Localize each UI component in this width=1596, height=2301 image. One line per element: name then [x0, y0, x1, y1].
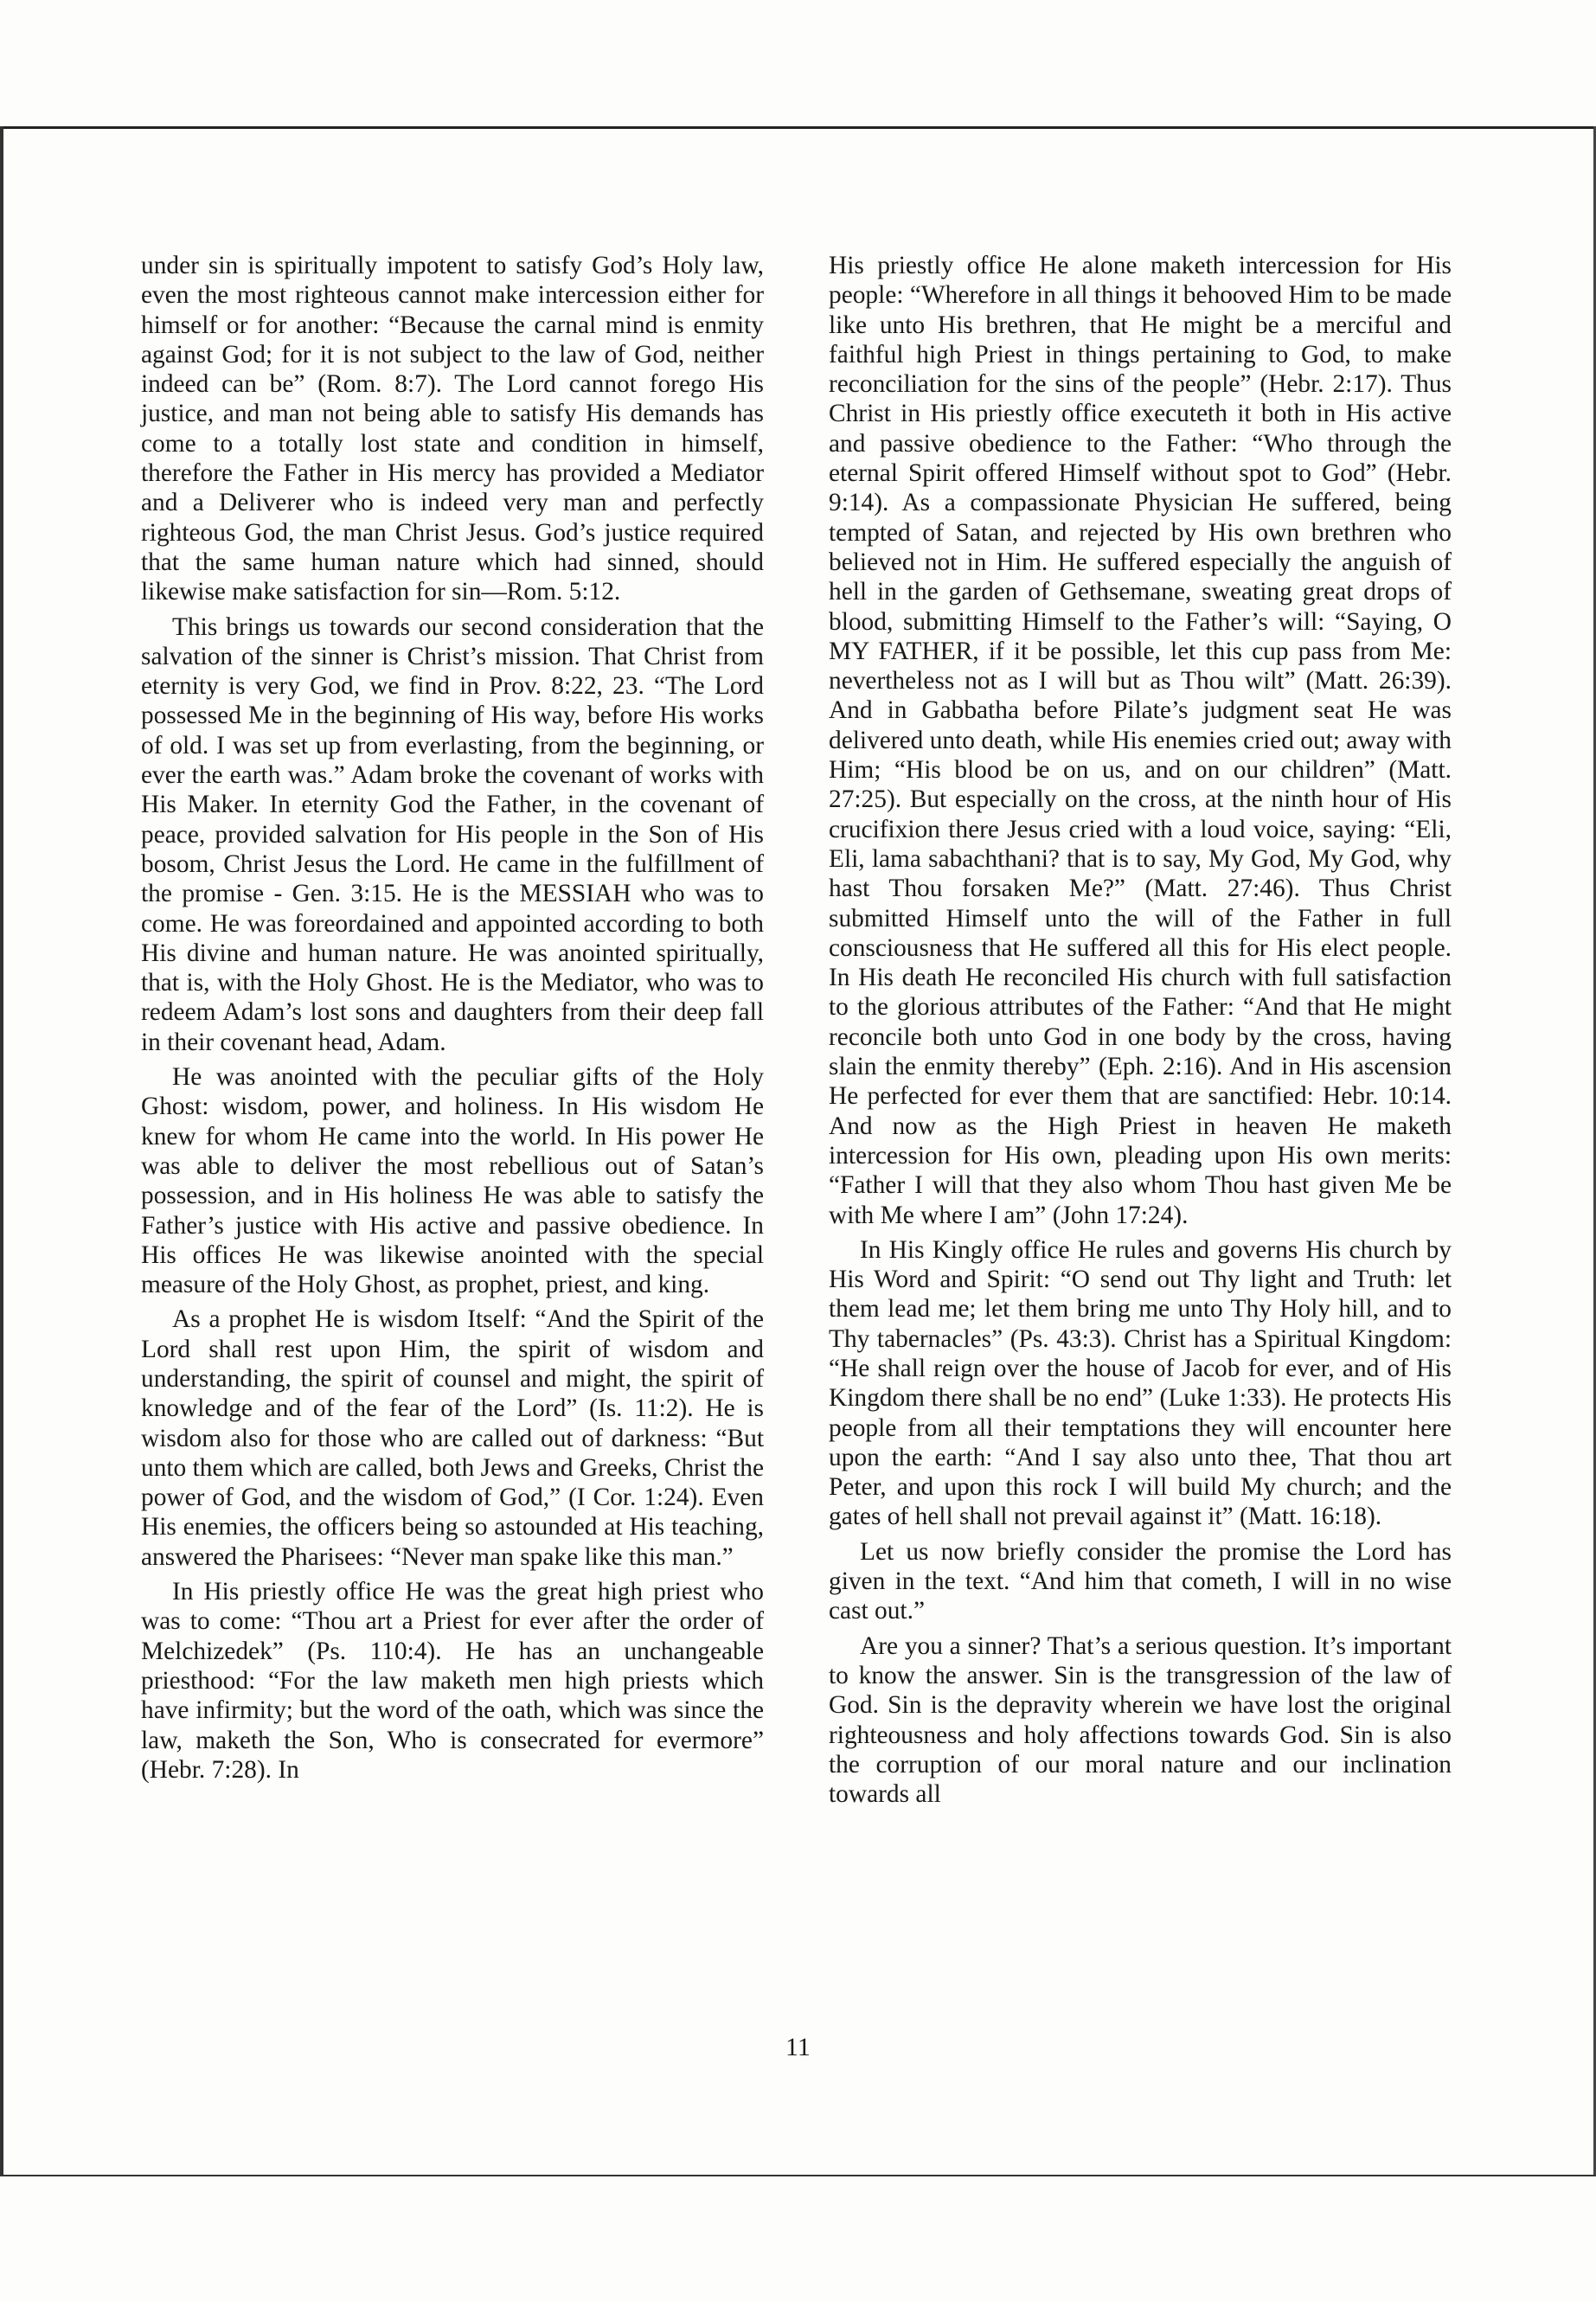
right-text-column [829, 251, 1452, 1814]
paragraph: Are you a sinner? That’s a serious question. It’s important to know the answer. Sin is the transgression of the law of God. Sin is the depravity wherein we have lost the original righteousness and holy affections towards God. Sin is also the corruption of our moral nature and our inclination towards all [829, 1631, 1452, 1809]
paragraph: under sin is spiritually impotent to satisfy God’s Holy law, even the most righteous cannot make intercession either for himself or for another: “Because the carnal mind is enmity against God; for it is not subject to the law of God, neither indeed can be” (Rom. 8:7). The Lord cannot forego His justice, and man not being able to satisfy His demands has come to a totally lost state and condition in himself, therefore the Father in His mercy has provided a Mediator and a Deliverer who is indeed very man and perfectly righteous God, the man Christ Jesus. God’s justice required that the same human nature which had sinned, should likewise make satisfaction for sin—Rom. 5:12. [141, 252, 764, 606]
paragraph: In His priestly office He was the great high priest who was to come: “Thou art a Priest for ever after the order of Melchizedek” (Ps. 110:4). He has an unchangeable priesthood: “For the law maketh men high priests which have infirmity; but the word of the oath, which was since the law, maketh the Son, Who is consecrated for evermore” (Hebr. 7:28). In [141, 1578, 764, 1784]
paragraph: This brings us towards our second consideration that the salvation of the sinner is Christ’s mission. That Christ from eternity is very God, we find in Prov. 8:22, 23. “The Lord possessed Me in the beginning of His way, before His works of old. I was set up from everlasting, from the beginning, or ever the earth was.” Adam broke the covenant of works with His Maker. In eternity God the Father, in the covenant of peace, provided salvation for His people in the Son of His bosom, Christ Jesus the Lord. He came in the fulfillment of the promise - Gen. 3:15. He is the MESSIAH who was to come. He was foreordained and appointed according to both His divine and human nature. He was anointed spiritually, that is, with the Holy Ghost. He is the Mediator, who was to redeem Adam’s lost sons and daughters from their deep fall in their covenant head, Adam. [141, 612, 764, 1056]
left-text-column [141, 251, 764, 1790]
page-left-edge [0, 126, 3, 2176]
page-top-edge [0, 126, 1596, 129]
page-number: 11 [785, 2033, 811, 2061]
paragraph: His priestly office He alone maketh intercession for His people: “Wherefore in all things it behooved Him to be made like unto His brethren, that He might be a merciful and faithful high Priest in things pertaining to God, to make reconciliation for the sins of the people” (Hebr. 2:17). Thus Christ in His priestly office executeth it both in His active and passive obedience to the Father: “Who through the eternal Spirit offered Himself without spot to God” (Hebr. 9:14). As a compassionate Physician He suffered, being tempted of Satan, and rejected by His own brethren who believed not in Him. He suffered especially the anguish of hell in the garden of Gethsemane, sweating great drops of blood, submitting Himself to the Father’s will: “Saying, O MY FATHER, if it be possible, let this cup pass from Me: nevertheless not as I will but as Thou wilt” (Matt. 26:39). And in Gabbatha before Pilate’s judgment seat He was delivered unto death, while His enemies cried out; away with Him; “His blood be on us, and on our children” (Matt. 27:25). But especially on the cross, at the ninth hour of His crucifixion there Jesus cried with a loud voice, saying: “Eli, Eli, lama sabachthani? that is to say, My God, My God, why hast Thou forsaken Me?” (Matt. 27:46). Thus Christ submitted Himself unto the will of the Father in full consciousness that He suffered all this for His elect people. In His death He reconciled His church with full satisfaction to the glorious attributes of the Father: “And that He might reconcile both unto God in one body by the cross, having slain the enmity thereby” (Eph. 2:16). And in His ascension He perfected for ever them that are sanctified: Hebr. 10:14. And now as the High Priest in heaven He maketh intercession for His own, pleading upon His own merits: “Father I will that they also whom Thou hast given Me be with Me where I am” (John 17:24). [829, 252, 1452, 1229]
paragraph: He was anointed with the peculiar gifts of the Holy Ghost: wisdom, power, and holiness. In His wisdom He knew for whom He came into the world. In His power He was able to deliver the most rebellious out of Satan’s possession, and in His holiness He was able to satisfy the Father’s justice with His active and passive obedience. In His offices He was likewise anointed with the special measure of the Holy Ghost, as prophet, priest, and king. [141, 1063, 764, 1299]
paragraph: In His Kingly office He rules and governs His church by His Word and Spirit: “O send out Thy light and Truth: let them lead me; let them bring me unto Thy Holy hill, and to Thy tabernacles” (Ps. 43:3). Christ has a Spiritual Kingdom: “He shall reign over the house of Jacob for ever, and of His Kingdom there shall be no end” (Luke 1:33). He protects His people from all their temptations they will encounter here upon the earth: “And I say also unto thee, That thou art Peter, and upon this rock I will build My church; and the gates of hell shall not prevail against it” (Matt. 16:18). [829, 1235, 1452, 1531]
page-bottom-edge [0, 2175, 1596, 2176]
paragraph: Let us now briefly consider the promise the Lord has given in the text. “And him that cometh, I will in no wise cast out.” [829, 1537, 1452, 1625]
paragraph: As a prophet He is wisdom Itself: “And the Spirit of the Lord shall rest upon Him, the spirit of wisdom and understanding, the spirit of counsel and might, the spirit of knowledge and of the fear of the Lord” (Is. 11:2). He is wisdom also for those who are called out of darkness: “But unto them which are called, both Jews and Greeks, Christ the power of God, and the wisdom of God,” (I Cor. 1:24). Even His enemies, the officers being so astounded at His teaching, answered the Pharisees: “Never man spake like this man.” [141, 1305, 764, 1571]
